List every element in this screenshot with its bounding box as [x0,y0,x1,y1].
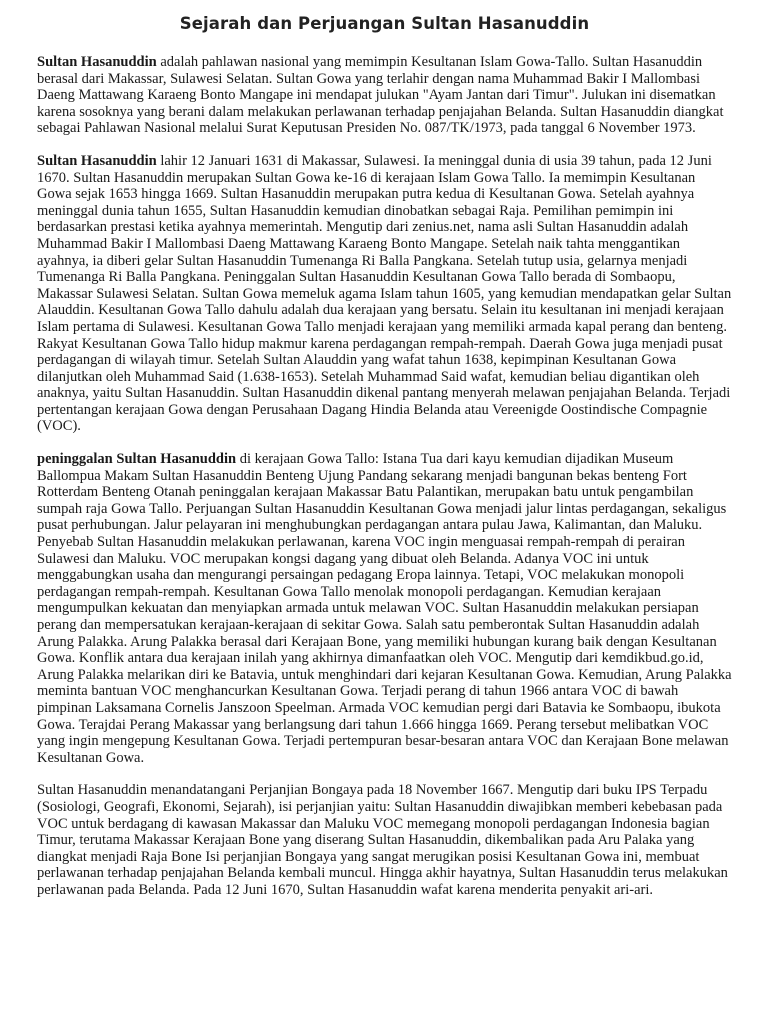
paragraph-lead: peninggalan Sultan Hasanuddin [37,451,237,468]
paragraph-text: di kerajaan Gowa Tallo: Istana Tua dari kayu kemudian dijadikan Museum Ballompua Makam Sultan Hasanuddin Benteng Ujung Pandang sekarang menjadi bangunan bekas benteng Fort Rotterdam Benteng Otanah peninggalan kerajaan Makassar Batu Palantikan, merupakan batu untuk pengambilan sumpah raja Gowa Tallo. Perjuangan Sultan Hasanuddin Kesultanan Gowa menjadi jalur lintas perdagangan, sekaligus pusat perhubungan. Jalur pelayaran ini menghubungkan perdagangan antara pulau Jawa, Kalimantan, dan Maluku. Penyebab Sultan Hasanuddin melakukan perlawanan, karena VOC ingin menguasai rempah-rempah di perairan Sulawesi dan Maluku. VOC merupakan kongsi dagang yang dibuat oleh Belanda. Adanya VOC ini untuk menggabungkan usaha dan mengurangi persaingan pedagang Eropa lainnya. Tetapi, VOC melakukan monopoli perdagangan rempah-rempah. Kesultanan Gowa Tallo menolak monopoli perdagangan. Kemudian kerajaan mengumpulkan kekuatan dan menyiapkan armada untuk melawan VOC. Sultan Hasanuddin melakukan persiapan perang dan mempersatukan kerajaan-kerajaan di sekitar Gowa. Salah satu pemberontak Sultan Hasanuddin adalah Arung Palakka. Arung Palakka berasal dari Kerajaan Bone, yang memiliki hubungan kurang baik dengan Kesultanan Gowa. Konflik antara dua kerajaan inilah yang akhirnya dimanfaatkan oleh VOC. Mengutip dari kemdikbud.go.id, Arung Palakka melarikan diri ke Batavia, untuk menghindari dari kejaran Kesultanan Gowa. Kemudian, Arung Palakka meminta bantuan VOC menghancurkan Kesultanan Gowa. Terjadi perang di tahun 1966 antara VOC di bawah pimpinan Laksamana Cornelis Janszoon Speelman. Armada VOC kemudian pergi dari Batavia ke Sombaopu, ibukota Gowa. Terajdai Perang Makassar yang berlangsung dari tahun 1.666 hingga 1669. Perang tersebut melibatkan VOC yang ingin mengepung Kesultanan Gowa. Terjadi pertempuran besar-besaran antara VOC dan Kerajaan Bone melawan Kesultanan Gowa. [37,451,732,766]
paragraph-lead: Sultan Hasanuddin [37,152,157,169]
paragraph-biography [37,153,732,435]
paragraph-text: Sultan Hasanuddin menandatangani Perjanjian Bongaya pada 18 November 1667. Mengutip dari buku IPS Terpadu (Sosiologi, Geografi, Ekonomi, Sejarah), isi perjanjian yaitu: Sultan Hasanuddin diwajibkan memberi kebebasan pada VOC untuk berdagang di kawasan Makassar dan Maluku VOC memegang monopoli perdagangan Indonesia bagian Timur, terutama Makassar Kerajaan Bone yang diserang Sultan Hasanuddin, dikembalikan pada Aru Palaka yang diangkat menjadi Raja Bone Isi perjanjian Bongaya yang sangat merugikan posisi Kesultanan Gowa ini, membuat perlawanan terhadap penjajahan Belanda kembali muncul. Hingga akhir hayatnya, Sultan Hasanuddin terus melakukan perlawanan pada Belanda. Pada 12 Juni 1670, Sultan Hasanuddin wafat karena menderita penyakit ari-ari. [37,782,728,898]
paragraph-legacy [37,451,732,766]
document-title: Sejarah dan Perjuangan Sultan Hasanuddin [179,14,590,33]
paragraph-bongaya [37,782,732,898]
paragraph-intro [37,54,732,137]
paragraph-text: adalah pahlawan nasional yang memimpin Kesultanan Islam Gowa-Tallo. Sultan Hasanuddin berasal dari Makassar, Sulawesi Selatan. Sultan Gowa yang terlahir dengan nama Muhammad Bakir I Mallombasi Daeng Mattawang Karaeng Bonto Mangape ini mendapat julukan "Ayam Jantan dari Timur". Julukan ini disematkan karena sosoknya yang berani dalam melakukan perlawanan terhadap penjajahan Belanda. Sultan Hasanuddin diangkat sebagai Pahlawan Nasional melalui Surat Keputusan Presiden No. 087/TK/1973, pada tanggal 6 November 1973. [37,54,724,137]
paragraph-text: lahir 12 Januari 1631 di Makassar, Sulawesi. Ia meninggal dunia di usia 39 tahun, pada 12 Juni 1670. Sultan Hasanuddin merupakan Sultan Gowa ke-16 di kerajaan Islam Gowa Tallo. Ia memimpin Kesultanan Gowa sejak 1653 hingga 1669. Sultan Hasanuddin merupakan putra kedua di Kesultanan Gowa. Setelah ayahnya meninggal dunia tahun 1655, Sultan Hasanuddin kemudian dinobatkan sebagai Raja. Pemilihan pemimpin ini berdasarkan prestasi ketika ayahnya memerintah. Mengutip dari zenius.net, nama asli Sultan Hasanuddin adalah Muhammad Bakir I Mallombasi Daeng Mattawang Karaeng Bonto Mangape. Setelah naik tahta menggantikan ayahnya, ia diberi gelar Sultan Hasanuddin Tumenanga Ri Balla Pangkana. Setelah tutup usia, gelarnya menjadi Tumenanga Ri Balla Pangkana. Peninggalan Sultan Hasanuddin Kesultanan Gowa Tallo berada di Sombaopu, Makassar Sulawesi Selatan. Sultan Gowa memeluk agama Islam tahun 1605, yang kemudian mendapatkan gelar Sultan Alauddin. Kesultanan Gowa Tallo dahulu adalah dua kerajaan yang bersatu. Selain itu kesultanan ini menjadi kerajaan Islam pertama di Sulawesi. Kesultanan Gowa Tallo menjadi kerajaan yang memiliki armada kapal perang dan benteng. Rakyat Kesultanan Gowa Tallo hidup makmur karena perdagangan rempah-rempah. Daerah Gowa juga menjadi pusat perdagangan di wilayah timur. Setelah Sultan Alauddin yang wafat tahun 1638, kepimpinan Kesultanan Gowa dilanjutkan oleh Muhammad Said (1.638-1653). Setelah Muhammad Said wafat, kemudian beliau digantikan oleh anaknya, yaitu Sultan Hasanuddin. Sultan Hasanuddin dikenal pantang menyerah melawan penjajahan Belanda. Terjadi pertentangan kerajaan Gowa dengan Perusahaan Dagang Hindia Belanda atau Vereenigde Oostindische Compagnie (VOC). [37,152,732,435]
paragraph-lead: Sultan Hasanuddin [37,54,157,70]
